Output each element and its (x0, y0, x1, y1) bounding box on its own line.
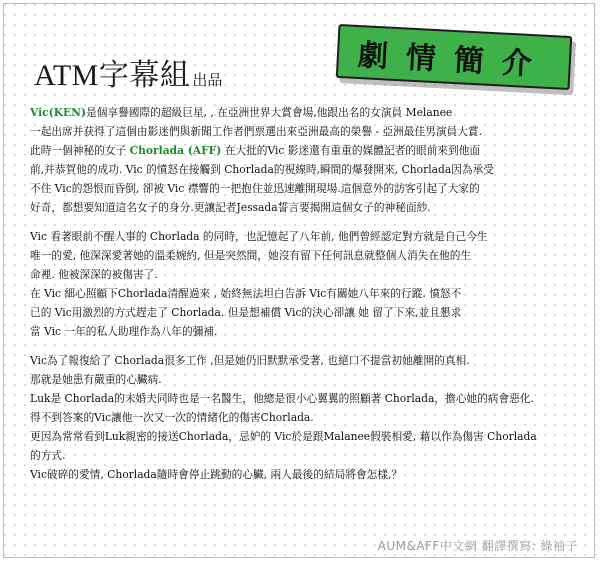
text-line (30, 389, 570, 408)
line-text: Vic為了報復給了 Chorlada很多工作 ,但是她仍旧默默承受著, 也絕口不提當初她離開的真相. (30, 354, 470, 367)
line-text: Vic 看著眼前不醒人事的 Chorlada 的同時，也記憶起了八年前, 他們曾經認定對方就是自己今生 (30, 230, 488, 243)
text-line (30, 408, 570, 427)
text-line (30, 446, 570, 465)
text-line (30, 141, 570, 160)
line-text: 一起出席并获得了這個由影迷們與新聞工作者們票選出來亞洲最高的榮譽 - 亞洲最佳男演員大賞. (30, 125, 482, 138)
line-text: 前,并恭賀他的成功. Vic 的憤怒在接觸到 Chorlada的視線時,瞬間的爆發開來, Chorlada因為承受 (30, 163, 494, 176)
synopsis-text (30, 103, 570, 484)
text-line (30, 103, 570, 122)
line-text: 更因為常常看到Luk親密的接送Chorlada，忌妒的 Vic於是跟Malanee假裝相愛, 藉以作為傷害 Chorlada (30, 430, 537, 443)
text-line (30, 179, 570, 198)
line-text: Luk是 Chorlada的未婚夫同時也是一名醫生，他總是很小心翼翼的照顧著 Chorlada，擔心她的病會惡化. (30, 392, 534, 405)
line-text: 的方式. (30, 449, 66, 462)
brand-suffix: 出品 (192, 73, 223, 89)
text-line (30, 370, 570, 389)
line-text: 命裡. 他被深深的被傷害了. (30, 268, 158, 281)
line-text: 不住 Vic的怨恨而昏倒, 卻被 Vic 襟響的一把抱住並迅速離開現場.這個意外的訪客引起了大家的 (30, 182, 480, 195)
synopsis-paragraph (30, 103, 570, 217)
line-text: 已的 Vic用激烈的方式趕走了 Chorlada. 但是想補償 Vic的決心卻讓 她 留了下來,並且懇求 (30, 306, 462, 319)
translator-credit: AUM&AFF中文網 翻譯撰寫: 綠袖子 (377, 539, 578, 553)
line-text: 那就是她患有嚴重的心臟病. (30, 373, 162, 386)
text-line (30, 303, 570, 322)
text-line (30, 465, 570, 484)
line-text: 唯一的愛, 他深深愛著她的溫柔婉約, 但是突然間，她沒有留下任何訊息就整個人消失在他的生 (30, 249, 472, 262)
text-line (30, 351, 570, 370)
text-line (30, 246, 570, 265)
text-line (30, 265, 570, 284)
line-text: 好奇，都想要知道這名女子的身分.更讓記者Jessada誓言要揭開這個女子的神秘面紗. (30, 201, 431, 214)
text-line (30, 160, 570, 179)
text-line (30, 198, 570, 217)
line-text: 在 Vic 細心照顧下Chorlada清醒過來 , 始終無法坦白告訴 Vic有關她八年來的行蹤. 憤怒不 (30, 287, 462, 300)
text-line (30, 284, 570, 303)
brand-name: ATM字幕組 (34, 59, 191, 92)
line-text: Vic破碎的愛情, Chorlada隨時會停止跳動的心臟, 兩人最後的結局將會怎樣,？ (30, 468, 403, 481)
brand-credit (34, 50, 222, 94)
line-text: 得不到答案的Vic讓他一次又一次的情緒化的傷害Chorlada. (30, 411, 314, 424)
synopsis-paragraph (30, 351, 570, 484)
line-text: 當 Vic 一年的私人助理作為八年的彌補. (30, 325, 218, 338)
character-name: Chorlada (AFF) (129, 144, 222, 157)
line-text: 此時一個神秘的女子 (30, 144, 130, 157)
synopsis-paragraph (30, 227, 570, 341)
line-text: 是個享譽國際的超級巨星, , 在亞洲世界大賞會場,他跟出名的女演員 Melanee (86, 106, 453, 119)
character-name: Vic(KEN) (30, 106, 86, 119)
text-line (30, 122, 570, 141)
line-text: 在大批的Vic 影迷還有重重的媒體記者的眼前來到他面 (221, 144, 481, 157)
badge-label: 劇情簡介 (357, 37, 551, 83)
text-line (30, 427, 570, 446)
text-line (30, 227, 570, 246)
text-line (30, 322, 570, 341)
